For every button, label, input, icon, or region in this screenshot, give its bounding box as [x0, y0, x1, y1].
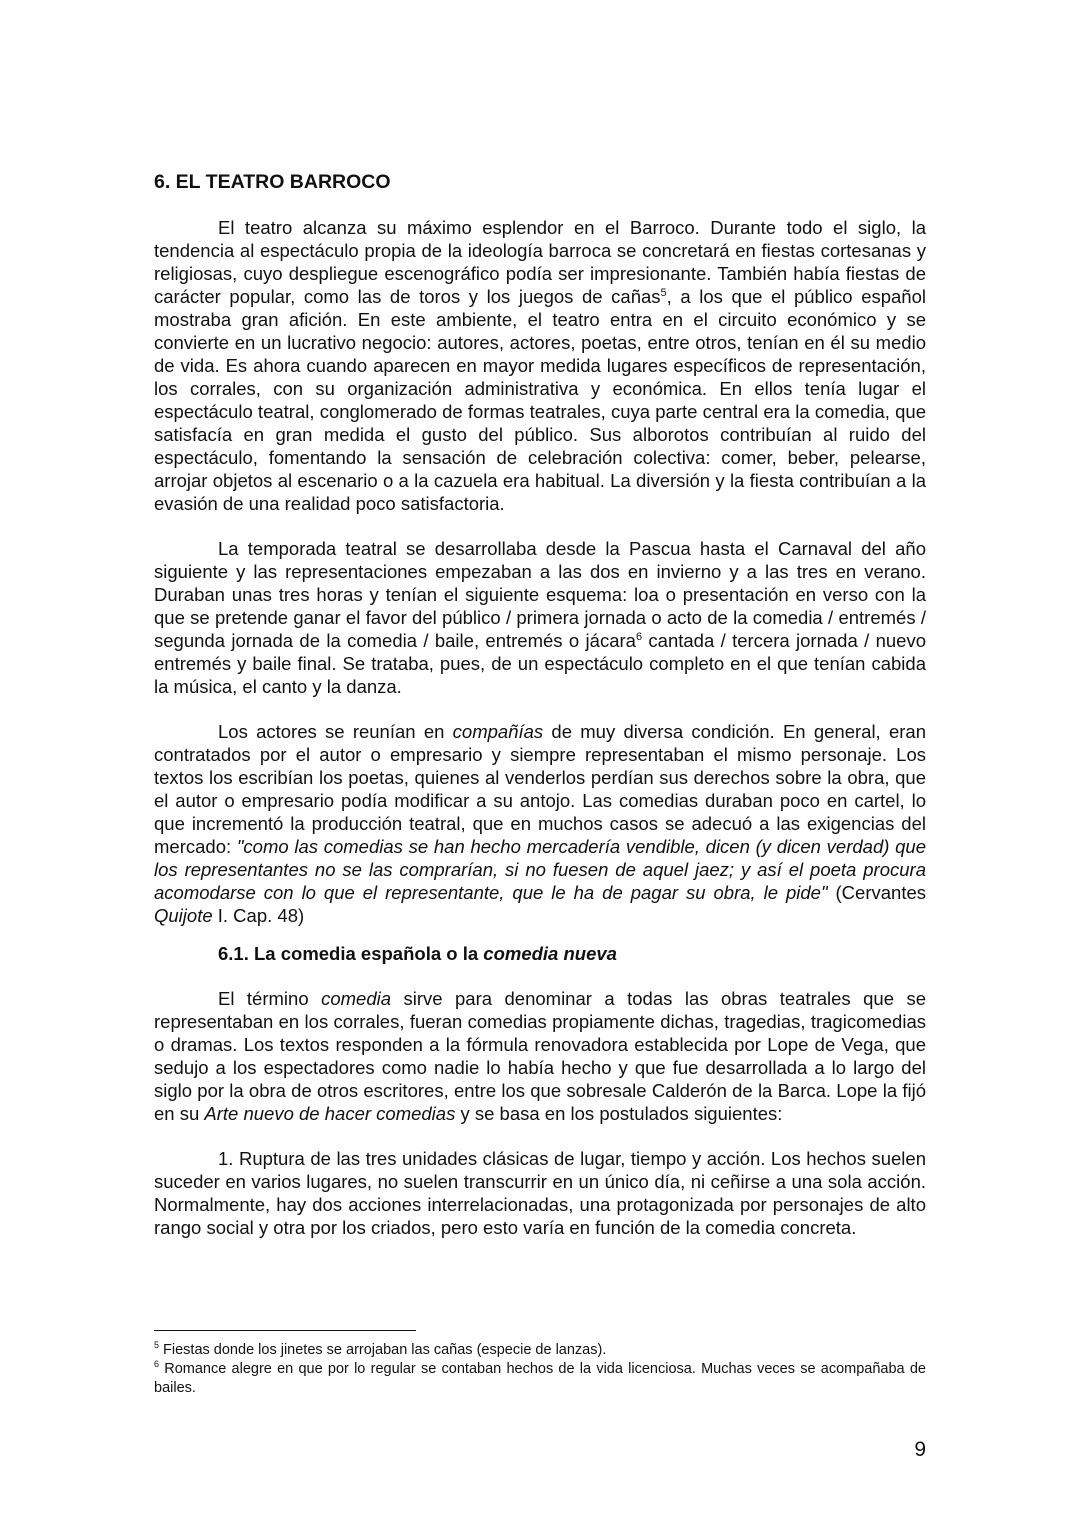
section-paragraph-2 [154, 537, 926, 698]
footnote-6 [154, 1360, 926, 1398]
text-run: y se basa en los postulados siguientes: [455, 1103, 783, 1124]
page-number: 9 [914, 1438, 926, 1461]
text-run: cantada / tercera jornada / nuevo entremés y baile final. Se trataba, pues, de un espectáculo completo en el que tenían cabida la música, el canto y la danza. [154, 630, 926, 697]
text-run: El término [218, 988, 322, 1009]
subsection-title-text: 6.1. La comedia española o la [218, 943, 484, 964]
text-run: I. Cap. 48) [212, 905, 305, 926]
subsection-title-italic: comedia nueva [483, 943, 617, 964]
footnote-divider [154, 1330, 416, 1331]
cervantes-quote: "como las comedias se han hecho mercadería vendible, dicen (y dicen verdad) que los representantes no se las comprarían, si no fuesen de aquel jaez; y así el poeta procura acomodarse con lo que el representante, que le ha de pagar su obra, le pide" [154, 836, 926, 903]
italic-term: comedia [321, 988, 392, 1009]
footnote-5 [154, 1341, 926, 1360]
text-run: sirve para denominar a todas las obras teatrales que se representaban en los corrales, fueran comedias propiamente dichas, tragedias, tragicomedias o dramas. Los textos responden a la fórmula renovadora establecida por Lope de Vega, que sedujo a los espectadores como nadie lo había hecho y que fue desarrollada a lo largo del siglo por la obra de otros escritores, entre los que sobresale Calderón de la Barca. Lope la fijó en su [154, 988, 927, 1124]
page-body [154, 168, 926, 1261]
footnote-ref-5[interactable]: 5 [660, 286, 667, 299]
section-paragraph-1 [154, 216, 926, 515]
footnote-number: 5 [154, 1340, 160, 1351]
text-run: , a los que el público español mostraba gran afición. En este ambiente, el teatro entra en el circuito económico y se convierte en un lucrativo negocio: autores, actores, poetas, entre otros, tenían en él su medio de vida. Es ahora cuando aparecen en mayor medida lugares específicos de representación, los corrales, con su organización administrativa y económica. En ellos tenía lugar el espectáculo teatral, conglomerado de formas teatrales, cuya parte central era la comedia, que satisfacía en gran medida el gusto del público. Sus alborotos contribuían al ruido del espectáculo, fomentando la sensación de celebración colectiva: comer, beber, pelearse, arrojar objetos al escenario o a la cazuela era habitual. La diversión y la fiesta contribuían a la evasión de una realidad poco satisfactoria. [154, 286, 926, 514]
text-run: La temporada teatral se desarrollaba desde la Pascua hasta el Carnaval del año siguiente y las representaciones empezaban a las dos en invierno y a las tres en verano. Duraban unas tres horas y tenían el siguiente esquema: loa o presentación en verso con la que se pretende ganar el favor del público / primera jornada o acto de la comedia / entremés / segunda jornada de la comedia / baile, entremés o jácara [154, 538, 926, 651]
italic-term: compañías [452, 721, 544, 742]
subsection-title [218, 941, 926, 967]
footnote-text: Fiestas donde los jinetes se arrojaban las cañas (especie de lanzas). [159, 1342, 607, 1358]
text-run: Los actores se reunían en [218, 721, 453, 742]
text-run: (Cervantes [827, 882, 926, 903]
subsection-paragraph-2: 1. Ruptura de las tres unidades clásicas de lugar, tiempo y acción. Los hechos suelen suceder en varios lugares, no suelen transcurrir en un único día, ni ceñirse a una sola acción. Normalmente, hay dos acciones interrelacionadas, una protagonizada por personajes de alto rango social y otra por los criados, pero esto varía en función de la comedia concreta. [154, 1148, 926, 1238]
text-run: de muy diversa condición. En general, eran contratados por el autor o empresario y siempre representaban el mismo personaje. Los textos los escribían los poetas, quienes al venderlos perdían sus derechos sobre la obra, que el autor o empresario podía modificar a su antojo. Las comedias duraban poco en cartel, lo que incrementó la producción teatral, que en muchos casos se adecuó a las exigencias del mercado: [154, 721, 926, 857]
text-run: El teatro alcanza su máximo esplendor en el Barroco. Durante todo el siglo, la tendencia al espectáculo propia de la ideología barroca se concretará en fiestas cortesanas y religiosas, cuyo despliegue escenográfico podía ser impresionante. También había fiestas de carácter popular, como las de toros y los juegos de cañas [154, 217, 926, 307]
italic-work-title: Quijote [154, 905, 213, 926]
footnote-number: 6 [154, 1359, 160, 1370]
section-title: 6. EL TEATRO BARROCO [154, 171, 391, 193]
footnote-ref-6[interactable]: 6 [635, 630, 643, 643]
footnotes [154, 1341, 926, 1398]
footnote-text: Romance alegre en que por lo regular se contaban hechos de la vida licenciosa. Muchas veces se acompañaba de bailes. [154, 1361, 926, 1396]
subsection-paragraph-1 [154, 987, 926, 1125]
section-paragraph-3 [154, 720, 926, 927]
italic-work-title: Arte nuevo de hacer comedias [204, 1103, 456, 1124]
